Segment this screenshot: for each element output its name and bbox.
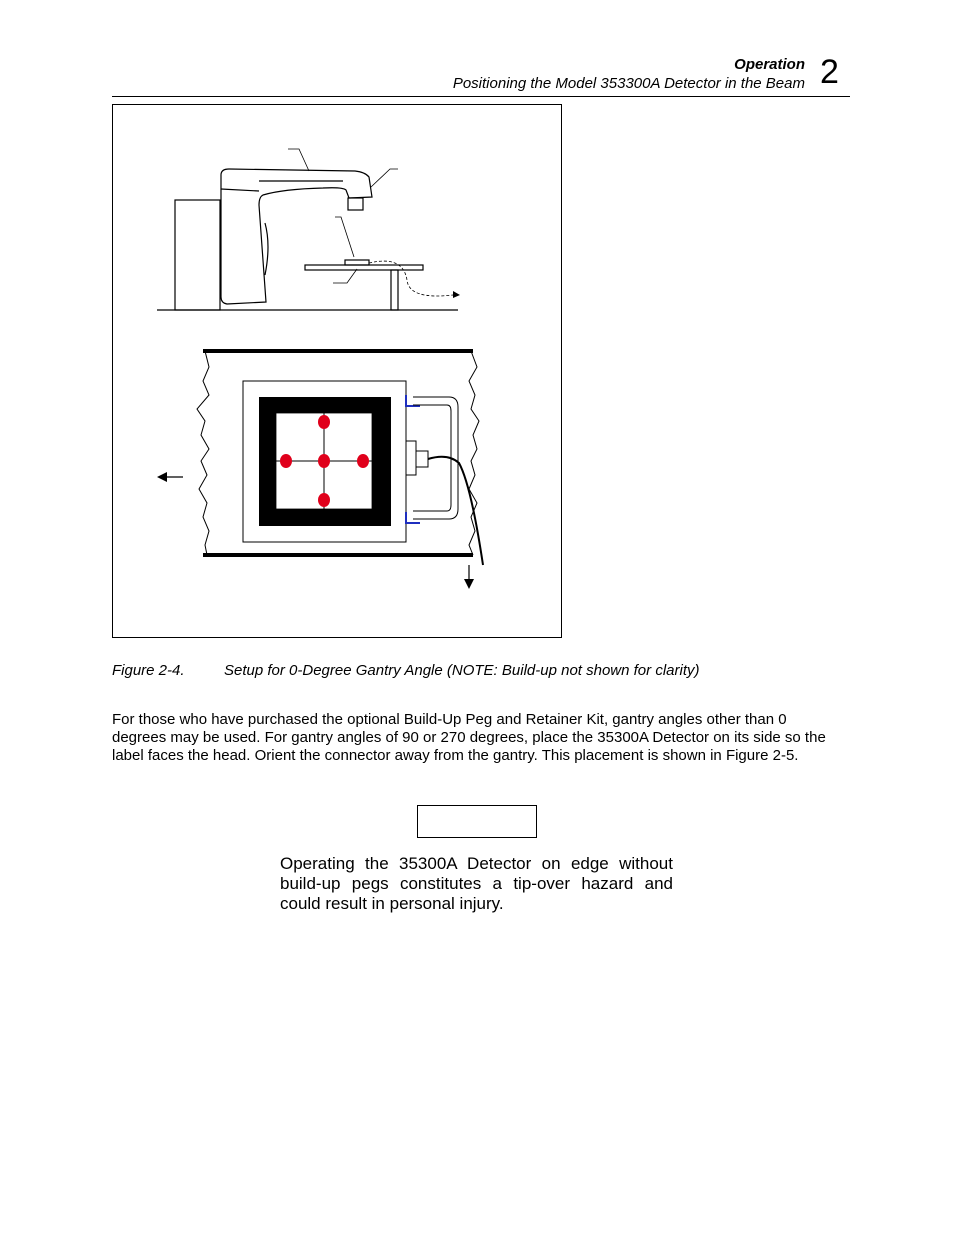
gantry-direction-arrow (157, 472, 167, 482)
chamber-left (280, 454, 292, 468)
figure-2-4 (112, 104, 562, 638)
setup-diagram (113, 105, 561, 637)
chapter-number: 2 (820, 53, 839, 91)
collimator-head (348, 198, 363, 210)
leader-detector (335, 217, 354, 257)
leader-couch (333, 269, 357, 283)
gantry-stand (175, 200, 220, 310)
cable-direction-arrow (464, 579, 474, 589)
leader-head (371, 169, 398, 187)
header-rule (112, 96, 850, 97)
connector-body (406, 441, 416, 475)
couch-break-right (469, 351, 479, 555)
top-view (157, 351, 483, 589)
warning-label-box (417, 805, 537, 838)
cable-arrow (453, 291, 460, 298)
connector-plug (416, 451, 428, 467)
figure-caption-text: Setup for 0-Degree Gantry Angle (NOTE: Build-up not shown for clarity) (224, 662, 700, 679)
side-view (157, 149, 460, 310)
couch-leg (391, 270, 398, 310)
leader-gantry (288, 149, 309, 171)
couch-break-left (197, 351, 209, 555)
body-paragraph: For those who have purchased the optional Build-Up Peg and Retainer Kit, gantry angles other than 0 degrees may be used. For gantry angles of 90 or 270 degrees, place the 35300A Detector on its side so the label faces the head. Orient the connector away from the gantry. This placement is shown in Figure 2-5. (112, 711, 826, 764)
header-subtitle: Positioning the Model 353300A Detector in the Beam (452, 75, 805, 92)
detector-side (345, 260, 369, 265)
chamber-bottom (318, 493, 330, 507)
gantry-body (221, 169, 372, 304)
cable-side (369, 261, 453, 296)
gantry-window (265, 223, 268, 275)
header-section-title: Operation (734, 56, 805, 73)
figure-caption (112, 662, 699, 680)
warning-text: Operating the 35300A Detector on edge without build-up pegs constitutes a tip-over hazard and could result in personal injury. (280, 854, 673, 913)
chamber-top (318, 415, 330, 429)
chamber-center (318, 454, 330, 468)
couch-top (305, 265, 423, 270)
peg-lower (406, 512, 420, 523)
figure-number: Figure 2-4. (112, 662, 185, 679)
chamber-right (357, 454, 369, 468)
gantry-arm-inner (221, 181, 343, 191)
